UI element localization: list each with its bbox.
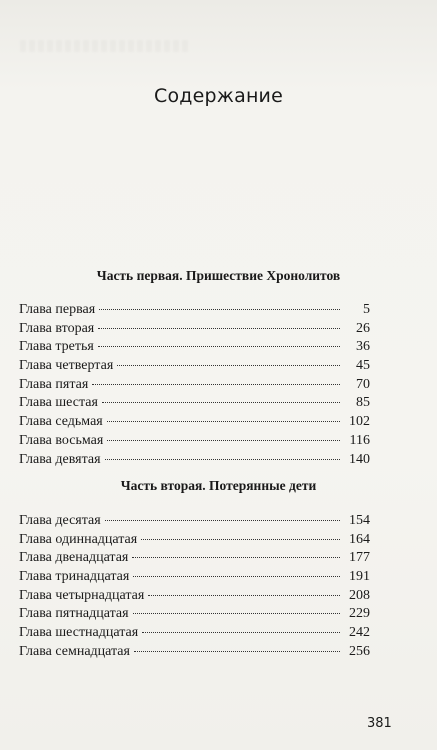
dot-leader	[98, 346, 340, 347]
toc-entry-page: 177	[349, 550, 370, 566]
toc-entry-page: 154	[349, 513, 370, 528]
dot-leader	[133, 613, 340, 614]
toc-entry-page: 256	[349, 643, 370, 659]
toc-entry-label: Глава шестнадцатая	[19, 625, 139, 641]
toc-entry-page: 191	[349, 569, 370, 585]
section-heading-part-2: Часть вторая. Потерянные дети	[120, 478, 317, 493]
toc-entry-page: 36	[356, 339, 370, 355]
toc-entry-label: Глава семнадцатая	[19, 643, 130, 659]
toc-entry	[19, 568, 370, 587]
dot-leader	[107, 440, 340, 441]
toc-entry	[19, 320, 370, 339]
dot-leader	[133, 576, 340, 577]
dot-leader	[102, 402, 340, 403]
dot-leader	[134, 651, 340, 652]
toc-entry	[19, 357, 370, 376]
dot-leader	[98, 328, 340, 329]
page-title: Содержание	[154, 85, 283, 107]
toc-entry	[19, 338, 370, 357]
toc-entry	[19, 512, 370, 531]
toc-entry-label: Глава третья	[19, 339, 94, 355]
toc-entry	[19, 394, 370, 413]
toc-entry-page: 140	[349, 451, 370, 467]
toc-entry	[19, 301, 370, 320]
toc-entry-label: Глава пятая	[19, 376, 89, 392]
toc-entry	[19, 605, 370, 624]
toc-entry	[19, 413, 370, 432]
toc-entry	[19, 643, 370, 662]
toc-entry-page: 102	[349, 414, 370, 430]
section-heading-part-1: Часть первая. Пришествие Хронолитов	[96, 268, 341, 283]
toc-entry-label: Глава девятая	[19, 451, 101, 467]
dot-leader	[92, 384, 340, 385]
toc-entry-page: 26	[356, 320, 370, 336]
dot-leader	[107, 421, 340, 422]
show-through-text	[20, 40, 190, 52]
toc-entry-label: Глава первая	[19, 302, 96, 317]
toc-entry	[19, 376, 370, 395]
toc-entry	[19, 432, 370, 451]
toc-entry-label: Глава четырнадцатая	[19, 587, 145, 603]
toc-entry-label: Глава шестая	[19, 395, 98, 411]
page-number: 381	[367, 716, 392, 731]
toc-entry-page: 229	[349, 606, 370, 622]
toc-entry-label: Глава седьмая	[19, 414, 103, 430]
toc-list-part-1	[19, 301, 370, 469]
toc-entry-page: 70	[356, 376, 370, 392]
toc-entry-page: 45	[356, 358, 370, 374]
toc-entry-label: Глава четвертая	[19, 358, 114, 374]
dot-leader	[148, 595, 340, 596]
toc-entry-page: 242	[349, 625, 370, 641]
toc-list-part-2	[19, 512, 370, 662]
toc-entry-page: 164	[349, 531, 370, 547]
toc-entry-label: Глава вторая	[19, 320, 95, 336]
toc-entry-label: Глава тринадцатая	[19, 569, 130, 585]
toc-entry	[19, 451, 370, 470]
toc-entry-label: Глава десятая	[19, 513, 101, 528]
dot-leader	[99, 309, 340, 310]
toc-entry-label: Глава одиннадцатая	[19, 531, 138, 547]
toc-entry-page: 208	[349, 587, 370, 603]
toc-entry	[19, 624, 370, 643]
toc-entry-page: 85	[356, 395, 370, 411]
dot-leader	[141, 539, 340, 540]
toc-entry-label: Глава восьмая	[19, 432, 104, 448]
toc-entry	[19, 531, 370, 550]
dot-leader	[105, 520, 340, 521]
toc-entry	[19, 549, 370, 568]
toc-entry-label: Глава пятнадцатая	[19, 606, 129, 622]
toc-entry-label: Глава двенадцатая	[19, 550, 129, 566]
toc-entry-page: 116	[349, 432, 370, 448]
dot-leader	[142, 632, 340, 633]
dot-leader	[132, 557, 340, 558]
dot-leader	[117, 365, 340, 366]
dot-leader	[105, 459, 340, 460]
toc-entry-page: 5	[363, 302, 370, 317]
toc-entry	[19, 587, 370, 606]
